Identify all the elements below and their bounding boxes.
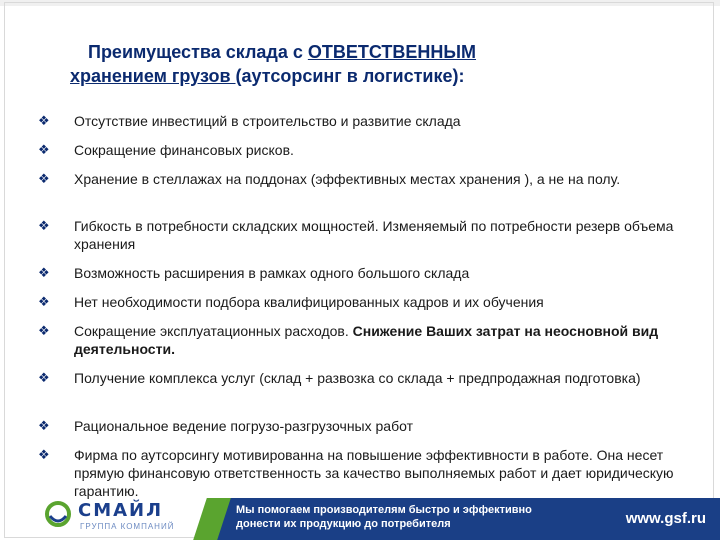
list-item-text: Получение комплекса услуг (склад + развозка со склада + предпродажная подготовка)	[74, 370, 641, 386]
title-line-2-emphasis: хранением грузов	[70, 66, 236, 86]
title-line-2-suffix: (аутсорсинг в логистике):	[235, 66, 465, 86]
diamond-bullet-icon: ❖	[38, 171, 50, 186]
diamond-bullet-icon: ❖	[38, 370, 50, 385]
diamond-bullet-icon: ❖	[38, 447, 50, 462]
smile-logo-icon	[44, 500, 72, 528]
logo-text: СМАЙЛ	[78, 500, 164, 521]
list-item	[36, 322, 684, 358]
diamond-bullet-icon: ❖	[38, 418, 50, 433]
list-item-text: Гибкость в потребности складских мощностей. Изменяемый по потребности резерв объема хранения	[74, 218, 674, 252]
list-item-text-plain: Сокращение эксплуатационных расходов.	[74, 323, 353, 339]
footer	[0, 494, 720, 540]
list-item-text: Возможность расширения в рамках одного большого склада	[74, 265, 470, 281]
list-item-text-bold: Снижение Ваших затрат на неосновной вид деятельности	[74, 323, 659, 357]
diamond-bullet-icon: ❖	[38, 218, 50, 233]
list-item	[36, 141, 684, 159]
diamond-bullet-icon: ❖	[38, 323, 50, 338]
banner-slogan	[236, 503, 556, 531]
list-item-text	[74, 322, 684, 358]
diamond-bullet-icon: ❖	[38, 265, 50, 280]
diamond-bullet-icon: ❖	[38, 113, 50, 128]
list-item-text: Фирма по аутсорсингу мотивированна на повышение эффективности в работе. Она несет прямую финансовую ответственность за качество выполняемых работ и дает юридическую гарантию.	[74, 447, 674, 499]
list-item-text: Хранение в стеллажах на поддонах (эффективных местах хранения ), а не на полу.	[74, 171, 621, 187]
website-link[interactable]: www.gsf.ru	[625, 510, 706, 527]
list-item	[36, 446, 684, 500]
title-line-1-prefix: Преимущества склада с	[88, 42, 308, 62]
list-item-text: Нет необходимости подбора квалифицированных кадров и их обучения	[74, 294, 544, 310]
list-item	[36, 417, 684, 435]
list-item	[36, 112, 684, 130]
banner-slogan-line-1: Мы помогаем производителям быстро и эффективно	[236, 504, 532, 516]
list-item	[36, 264, 684, 282]
logo-subtitle: ГРУППА КОМПАНИЙ	[80, 522, 175, 531]
list-item	[36, 170, 684, 188]
list-item-text: Отсутствие инвестиций в строительство и развитие склада	[74, 113, 461, 129]
list-item-text-period: .	[171, 341, 175, 357]
list-item-text: Сокращение финансовых рисков.	[74, 142, 294, 158]
title-line-1-emphasis: ОТВЕТСТВЕННЫМ	[307, 42, 477, 62]
list-item-text: Рациональное ведение погрузо-разгрузочных работ	[74, 418, 413, 434]
list-item	[36, 293, 684, 311]
diamond-bullet-icon: ❖	[38, 142, 50, 157]
list-item	[36, 369, 684, 387]
diamond-bullet-icon: ❖	[38, 294, 50, 309]
list-item	[36, 217, 684, 253]
banner-slogan-line-2: донести их продукцию до потребителя	[236, 518, 451, 530]
